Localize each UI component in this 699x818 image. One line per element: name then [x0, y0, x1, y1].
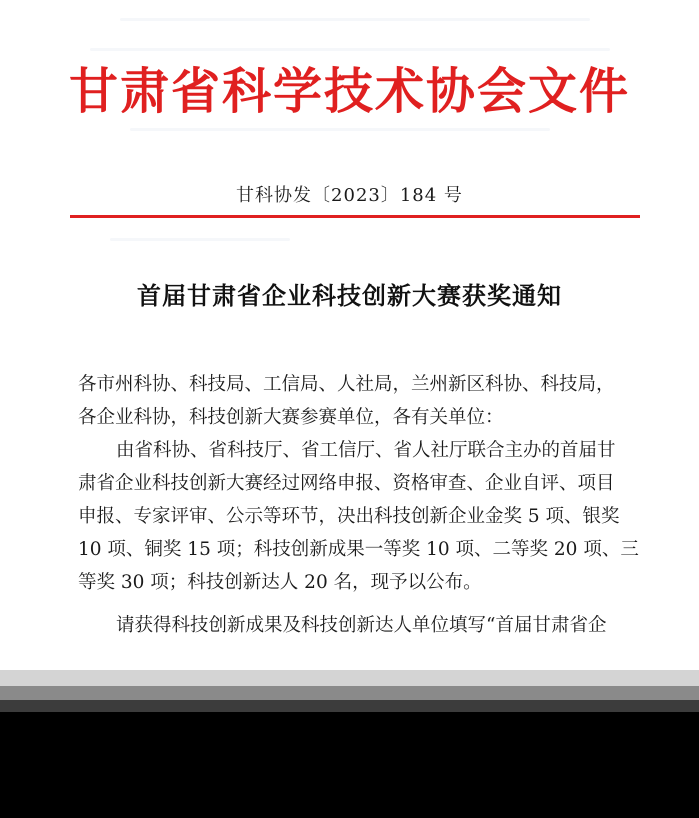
scan-edge-band [0, 700, 699, 712]
issuer-header: 甘肃省科学技术协会文件 [68, 62, 630, 120]
bleed-through-mark [130, 128, 550, 131]
addressee-line: 各市州科协、科技局、工信局、人社局，兰州新区科协、科技局， [78, 374, 615, 395]
paragraph-line: 肃省企业科技创新大赛经过网络申报、资格审查、企业自评、项目 [78, 473, 615, 494]
bleed-through-mark [110, 238, 290, 241]
paragraph-line: 申报、专家评审、公示等环节，决出科技创新企业金奖 5 项、银奖 [78, 506, 620, 527]
bleed-through-mark [120, 18, 590, 21]
document-body [78, 368, 638, 642]
scan-background [0, 712, 699, 818]
scan-edge-band [0, 670, 699, 686]
paragraph-line: 等奖 30 项；科技创新达人 20 名，现予以公布。 [78, 572, 482, 593]
paragraph-line: 10 项、铜奖 15 项；科技创新成果一等奖 10 项、二等奖 20 项、三 [78, 539, 639, 560]
red-divider-rule [70, 215, 640, 218]
document-title: 首届甘肃省企业科技创新大赛获奖通知 [137, 281, 562, 310]
paragraph-line: 由省科协、省科技厅、省工信厅、省人社厅联合主办的首届甘 [116, 440, 616, 461]
addressee-line: 各企业科协，科技创新大赛参赛单位，各有关单位： [78, 407, 504, 428]
paragraph-line: 请获得科技创新成果及科技创新达人单位填写“首届甘肃省企 [116, 615, 607, 636]
bleed-through-mark [90, 48, 610, 51]
document-number: 甘科协发〔2023〕184 号 [236, 185, 463, 206]
scan-edge-band [0, 686, 699, 700]
